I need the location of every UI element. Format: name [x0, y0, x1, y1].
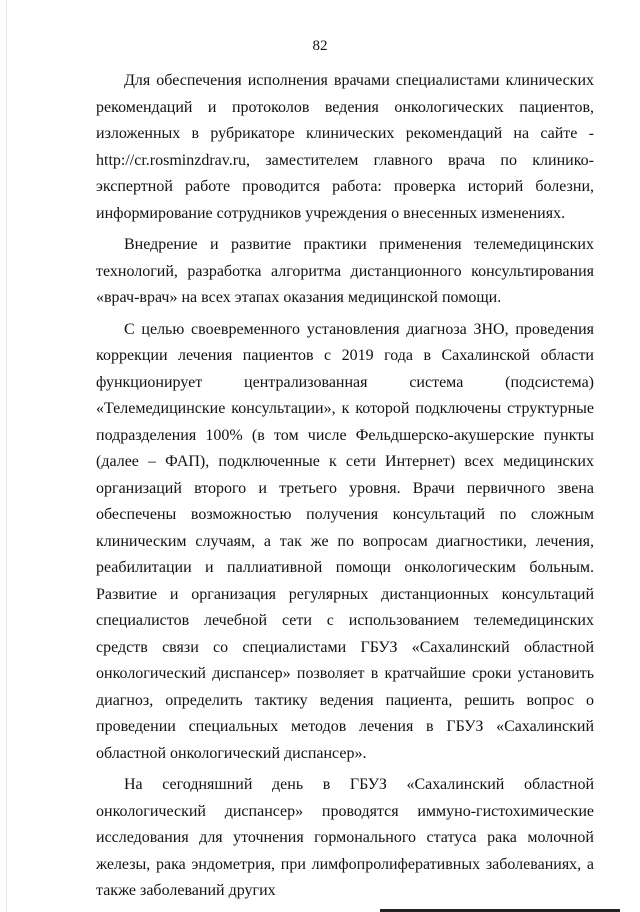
scan-left-edge [6, 0, 7, 912]
document-body [96, 68, 594, 905]
paragraph-immunohistochemistry: На сегодняшний день в ГБУЗ «Сахалинский областной онкологический диспансер» проводятся иммуно-гистохимические исследования для уточнения гормонального статуса рака молочной железы, рака эндометрия, при лимфопролиферативных заболеваниях, а также заболеваний других [96, 776, 594, 899]
paragraph-telemedicine-introduction: Внедрение и развитие практики применения телемедицинских технологий, разработка алгоритма дистанционного консультирования «врач-врач» на всех этапах оказания медицинской помощи. [96, 236, 594, 306]
paragraph-telemedicine-system: С целью своевременного установления диагноза ЗНО, проведения коррекции лечения пациентов с 2019 года в Сахалинской области функционирует централизованная система (подсистема) «Телемедицинские консультации», к которой подключены структурные подразделения 100% (в том числе Фельдшерско-акушерские пункты (далее – ФАП), подключенные к сети Интернет) всех медицинских организаций второго и третьего уровня. Врачи первичного звена обеспечены возможностью получения консультаций по сложным клиническим случаям, а так же по вопросам диагностики, лечения, реабилитации и паллиативной помощи онкологическим больным. Развитие и организация регулярных дистанционных консультаций специалистов лечебной сети с использованием телемедицинских средств связи со специалистами ГБУЗ «Сахалинский областной онкологический диспансер» позволяет в кратчайшие сроки установить диагноз, определить тактику ведения пациента, решить вопрос о проведении специальных методов лечения в ГБУЗ «Сахалинский областной онкологический диспансер». [96, 320, 594, 762]
paragraph-clinical-recommendations: Для обеспечения исполнения врачами специалистами клинических рекомендаций и протоколов ведения онкологических пациентов, изложенных в рубрикаторе клинических рекомендаций на сайте -http://cr.rosminzdrav.ru, заместителем главного врача по клинико-экспертной работе проводится работа: проверка историй болезни, информирование сотрудников учреждения о внесенных изменениях. [96, 72, 594, 222]
page-number: 82 [312, 38, 328, 54]
